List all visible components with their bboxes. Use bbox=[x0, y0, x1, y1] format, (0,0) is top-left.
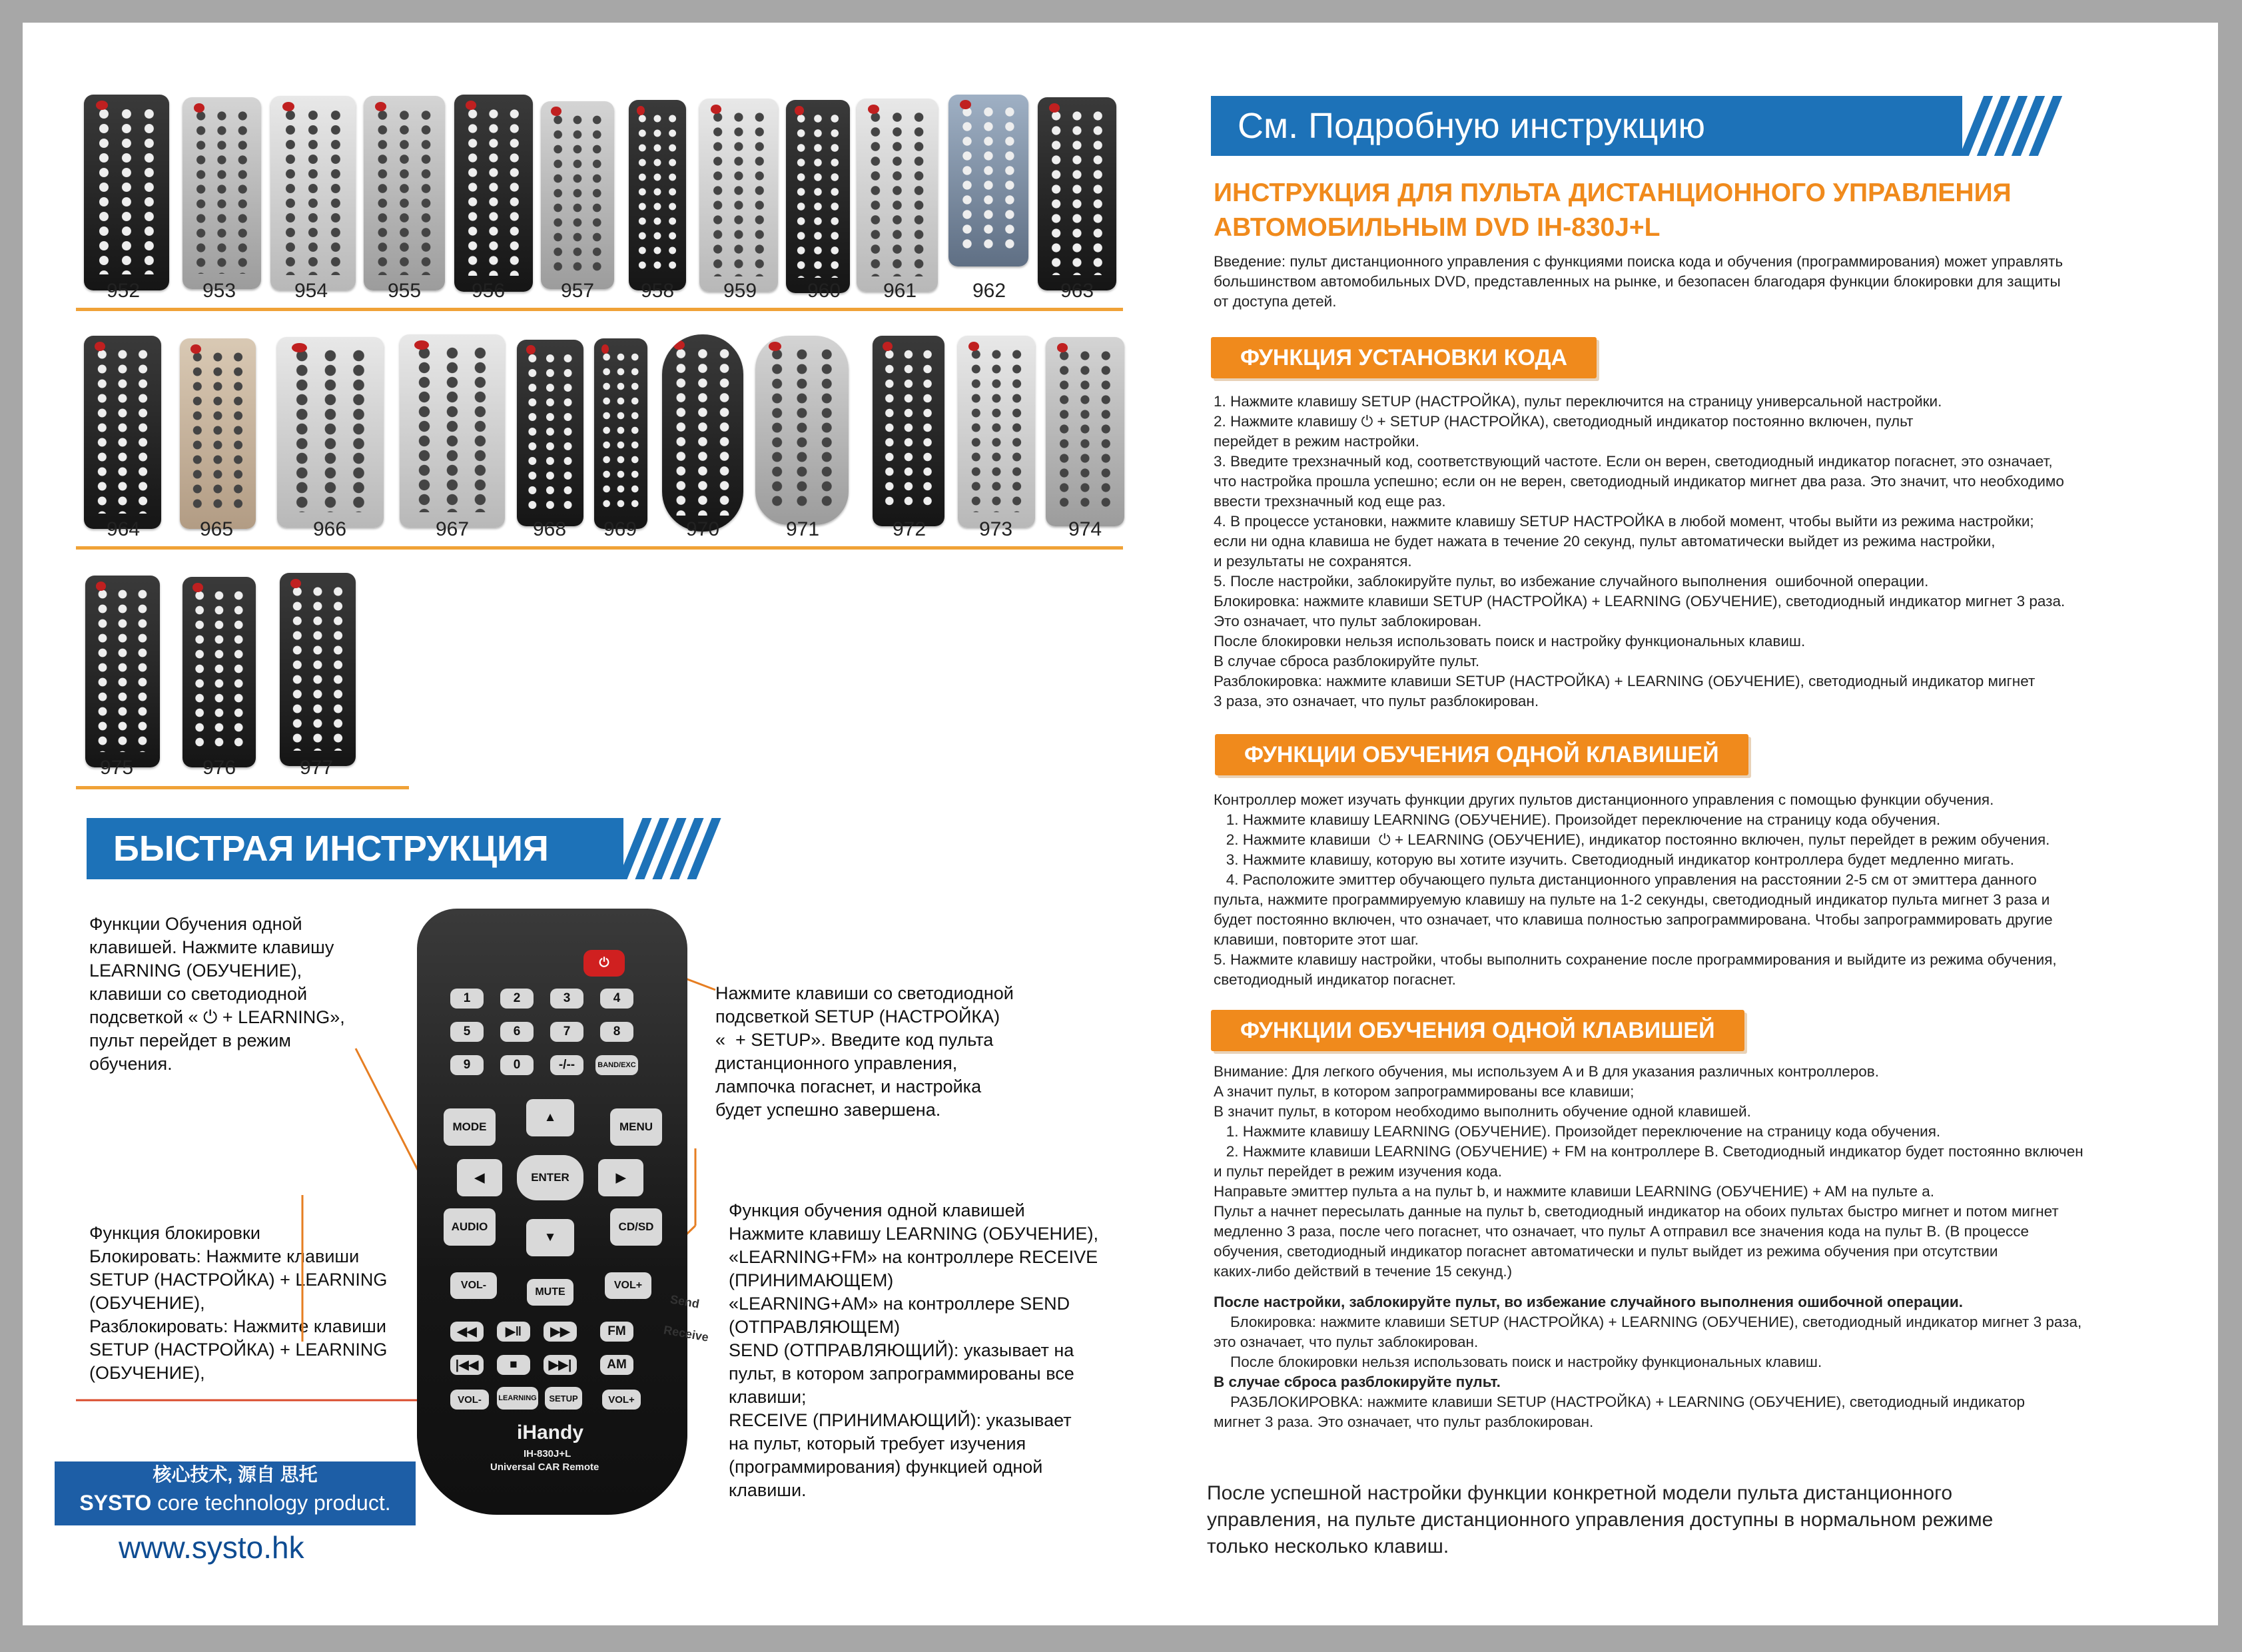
prev-icon[interactable]: |◀◀ bbox=[450, 1355, 484, 1375]
lock-warning: После настройки, заблокируйте пульт, во избежание случайного выполнения ошибочной операции. bbox=[1214, 1294, 1963, 1310]
key-audio[interactable]: AUDIO bbox=[444, 1208, 496, 1246]
remote-number: 952 bbox=[106, 280, 141, 302]
website-link[interactable]: www.systo.hk bbox=[119, 1530, 304, 1565]
lock-warning-text: Блокировка: нажмите клавиши SETUP (НАСТРОЙКА) + LEARNING (ОБУЧЕНИЕ), светодиодный индикатор мигнет 3 раза, это означает, что пульт заблокирован. После блокировки нельзя использовать поиск и настройку функциональных клавиш. bbox=[1214, 1314, 2082, 1370]
key-8[interactable]: 8 bbox=[600, 1022, 633, 1042]
key-menu[interactable]: MENU bbox=[610, 1108, 662, 1146]
remote-number: 975 bbox=[99, 757, 134, 779]
key-vol-down-2[interactable]: VOL- bbox=[450, 1390, 489, 1410]
remote-brand: iHandy bbox=[517, 1422, 584, 1444]
instruction-title bbox=[1214, 176, 2012, 245]
key-3[interactable]: 3 bbox=[550, 989, 583, 1009]
forward-icon[interactable]: ▶▶ bbox=[544, 1322, 577, 1342]
key-2[interactable]: 2 bbox=[500, 989, 534, 1009]
section-title: ФУНКЦИИ ОБУЧЕНИЯ ОДНОЙ КЛАВИШЕЙ bbox=[1244, 741, 1719, 767]
systo-tagline: core technology product. bbox=[151, 1491, 391, 1515]
unlock-warning-text: РАЗБЛОКИРОВКА: нажмите клавиши SETUP (НАСТРОЙКА) + LEARNING (ОБУЧЕНИЕ), светодиодный индикатор мигнет 3 раза. Это означает, что пульт разблокирован. bbox=[1214, 1394, 2025, 1430]
ab-learning-text: Внимание: Для легкого обучения, мы используем A и B для указания различных контроллеров. A значит пульт, в котором запрограммированы все клавиши; B значит пульт, в котором необходимо выполнить обучение одной клавишей. 1. Нажмите клавишу LEARNING (ОБУЧЕНИЕ). Произойдет переключение на страницу кода обучения. 2. Нажмите клавиши LEARNING (ОБУЧЕНИЕ) + FM на контроллере B. Светодиодный индикатор будет постоянно включен и пульт перейдет в режим изучения кода. Направьте эмиттер пульта a на пульт b, и нажмите клавиши LEARNING (ОБУЧЕНИЕ) + AM на пульте a. Пульт a начнет пересылать данные на пульт b, светодиодный индикатор на обоих пультах быстро мигнет и потом мигнет медленно 3 раза, после чего погаснет, что означает, что пульт A отправил все значения кода на пульт B. (В процессе обучения, светодиодный индикатор погаснет автоматически и пульт выйдет из режима обучения при отсутствии каких-либо действий в течение 15 секунд.) bbox=[1214, 1063, 2083, 1280]
setup-callout: Нажмите клавиши со светодиодной подсветкой SETUP (НАСТРОЙКА) « + SETUP». Введите код пульта дистанционного управления, лампочка погаснет, и настройка будет успешно завершена. bbox=[715, 983, 1014, 1120]
remote-number: 959 bbox=[723, 280, 757, 302]
key-6[interactable]: 6 bbox=[500, 1022, 534, 1042]
remote-number: 973 bbox=[978, 518, 1013, 540]
remote-number: 961 bbox=[883, 280, 917, 302]
remote-subtitle: Universal CAR Remote bbox=[490, 1461, 599, 1473]
section-title: ФУНКЦИЯ УСТАНОВКИ КОДА bbox=[1240, 344, 1568, 370]
final-note: После успешной настройки функции конкретной модели пульта дистанционного управления, на пульте дистанционного управления доступны в нормальном режиме только несколько клавиш. bbox=[1207, 1482, 1994, 1557]
remote-number: 974 bbox=[1068, 518, 1102, 540]
systo-name: SYSTO bbox=[79, 1491, 152, 1515]
systo-logo bbox=[55, 1461, 416, 1525]
banner-stripes bbox=[1972, 96, 2050, 156]
section-title: ФУНКЦИИ ОБУЧЕНИЯ ОДНОЙ КЛАВИШЕЙ bbox=[1240, 1017, 1715, 1043]
key-0[interactable]: 0 bbox=[500, 1055, 534, 1075]
up-arrow-icon[interactable]: ▲ bbox=[526, 1099, 574, 1136]
receive-label: Receive bbox=[662, 1323, 710, 1344]
key-mode[interactable]: MODE bbox=[444, 1108, 496, 1146]
next-icon[interactable]: ▶▶| bbox=[544, 1355, 577, 1375]
key-7[interactable]: 7 bbox=[550, 1022, 583, 1042]
remote-number: 976 bbox=[202, 757, 236, 779]
key-am[interactable]: AM bbox=[600, 1355, 633, 1375]
remote-number: 967 bbox=[435, 518, 470, 540]
lock-callout: Функция блокировки Блокировать: Нажмите клавиши SETUP (НАСТРОЙКА) + LEARNING (ОБУЧЕНИЕ), Разблокировать: Нажмите клавиши SETUP (НАСТРОЙКА) + LEARNING (ОБУЧЕНИЕ), bbox=[89, 1223, 388, 1383]
remote-number: 965 bbox=[199, 518, 234, 540]
key-setup[interactable]: SETUP bbox=[545, 1387, 582, 1410]
remote-number: 969 bbox=[603, 518, 637, 540]
right-arrow-icon[interactable]: ▶ bbox=[598, 1159, 643, 1196]
instruction-title-line-2: АВТОМОБИЛЬНЫМ DVD IH-830J+L bbox=[1214, 213, 1661, 242]
unlock-warning: В случае сброса разблокируйте пульт. bbox=[1214, 1374, 1501, 1390]
key-9[interactable]: 9 bbox=[450, 1055, 484, 1075]
remote-number: 957 bbox=[560, 280, 595, 302]
remote-number: 955 bbox=[387, 280, 422, 302]
remote-number: 971 bbox=[785, 518, 820, 540]
single-key-learning-text: Контроллер может изучать функции других пультов дистанционного управления с помощью функции обучения. 1. Нажмите клавишу LEARNING (ОБУЧЕНИЕ). Произойдет переключение на страницу кода обучения. 2. Нажмите клавиши ⏻ + LEARNING (ОБУЧЕНИЕ), индикатор постоянно включен, пульт перейдет в режим обучения. 3. Нажмите клавишу, которую вы хотите изучить. Светодиодный индикатор контроллера будет медленно мигать. 4. Расположите эмиттер обучающего пульта дистанционного управления на расстоянии 2-5 см от эмиттера данного пульта, нажмите программируемую клавишу на пульте на 1-2 секунды, светодиодный индикатор пульта мигнет 3 раза и будет постоянно включен, что означает, что клавиша полностью запрограммирована. Чтобы запрограммировать другие клавиши, повторите этот шаг. 5. Нажмите клавишу настройки, чтобы выполнить сохранение после программирования и выйдите из режима обучения, светодиодный индикатор погаснет. bbox=[1214, 791, 2057, 988]
key-1[interactable]: 1 bbox=[450, 989, 484, 1009]
key-vol-up[interactable]: VOL+ bbox=[605, 1272, 651, 1299]
systo-chinese: 核心技术, 源自 思托 bbox=[153, 1464, 318, 1485]
key-vol-up-2[interactable]: VOL+ bbox=[602, 1390, 641, 1410]
key-vol-down[interactable]: VOL- bbox=[450, 1272, 497, 1299]
instruction-title-line-1: ИНСТРУКЦИЯ ДЛЯ ПУЛЬТА ДИСТАНЦИОННОГО УПРАВЛЕНИЯ bbox=[1214, 179, 2012, 207]
code-setup-text: 1. Нажмите клавишу SETUP (НАСТРОЙКА), пульт переключится на страницу универсальной настройки. 2. Нажмите клавишу ⏻ + SETUP (НАСТРОЙКА), светодиодный индикатор постоянно включен, пульт перейдет в режим настройки. 3. Введите трехзначный код, соответствующий частоте. Если он верен, светодиодный индикатор погаснет, это означает, что настройка прошла успешно; если он не верен, светодиодный индикатор мигнет два раза. Это значит, что необходимо ввести трехзначный код еще раз. 4. В процессе установки, нажмите клавишу SETUP НАСТРОЙКА в любой момент, чтобы выйти из режима настройки; если ни одна клавиша не будет нажата в течение 20 секунд, пульт автоматически выйдет из режима настройки, и результаты не сохранятся. 5. После настройки, заблокируйте пульт, во избежание случайного выполнения ошибочной операции. Блокировка: нажмите клавиши SETUP (НАСТРОЙКА) + LEARNING (ОБУЧЕНИЕ), светодиодный индикатор мигнет 3 раза. Это означает, что пульт заблокирован. После блокировки нельзя использовать поиск и настройку функциональных клавиш. В случае сброса разблокируйте пульт. Разблокировка: нажмите клавиши SETUP (НАСТРОЙКА) + LEARNING (ОБУЧЕНИЕ), светодиодный индикатор мигнет 3 раза, это означает, что пульт разблокирован. bbox=[1214, 393, 2065, 709]
key-fm[interactable]: FM bbox=[600, 1322, 633, 1342]
remote-number: 964 bbox=[106, 518, 141, 540]
remote-number: 956 bbox=[471, 280, 506, 302]
key-5[interactable]: 5 bbox=[450, 1022, 484, 1042]
left-arrow-icon[interactable]: ◀ bbox=[457, 1159, 502, 1196]
key-digits[interactable]: -/-- bbox=[550, 1055, 583, 1075]
rewind-icon[interactable]: ◀◀ bbox=[450, 1322, 484, 1342]
quick-instruction-title: БЫСТРАЯ ИНСТРУКЦИЯ bbox=[113, 829, 549, 869]
send-receive-callout: Функция обучения одной клавишей Нажмите клавишу LEARNING (ОБУЧЕНИЕ), «LEARNING+FM» на контроллере RECEIVE (ПРИНИМАЮЩЕМ) «LEARNING+AM» на контроллере SEND (ОТПРАВЛЯЮЩЕМ) SEND (ОТПРАВЛЯЮЩИЙ): указывает на пульт, в котором запрограммированы все клавиши; RECEIVE (ПРИНИМАЮЩИЙ): указывает на пульт, который требует изучения (программирования) функцией одной клавиши. bbox=[729, 1200, 1098, 1500]
remote-number: 962 bbox=[972, 280, 1006, 302]
section-code-setup bbox=[1211, 337, 1597, 378]
detailed-instruction-title: См. Подробную инструкцию bbox=[1238, 106, 1705, 146]
remote-number: 958 bbox=[640, 280, 675, 302]
intro-text: Введение: пульт дистанционного управления с функциями поиска кода и обучения (программирования) может управлять большинством автомобильных DVD, представленных на рынке, и безопасен благодаря функции блокировки для защиты от доступа детей. bbox=[1214, 253, 2063, 310]
learning-callout: Функции Обучения одной клавишей. Нажмите клавишу LEARNING (ОБУЧЕНИЕ), клавиши со светодиодной подсветкой « ⏻ + LEARNING», пульт перейдет в режим обучения. bbox=[89, 914, 345, 1074]
key-cdsd[interactable]: CD/SD bbox=[610, 1208, 662, 1246]
remote-model: IH-830J+L bbox=[524, 1448, 571, 1459]
play-pause-icon[interactable]: ▶‖ bbox=[497, 1322, 530, 1342]
send-label: Send bbox=[669, 1292, 701, 1311]
key-band[interactable]: BAND/EXC bbox=[595, 1055, 638, 1075]
remote-number: 970 bbox=[685, 518, 720, 540]
remote-number: 960 bbox=[807, 280, 841, 302]
remote-number: 963 bbox=[1060, 280, 1094, 302]
key-mute[interactable]: MUTE bbox=[527, 1279, 573, 1306]
key-enter[interactable]: ENTER bbox=[517, 1155, 583, 1200]
down-arrow-icon[interactable]: ▼ bbox=[526, 1219, 574, 1256]
remote-number: 977 bbox=[299, 757, 334, 779]
remote-number: 953 bbox=[202, 280, 236, 302]
key-learning[interactable]: LEARNING bbox=[497, 1387, 538, 1410]
sheet bbox=[23, 23, 2218, 1625]
section-single-key-learning-ab bbox=[1211, 1010, 1744, 1051]
detailed-instruction-banner bbox=[1211, 96, 1962, 156]
power-button[interactable]: ⏻ bbox=[583, 950, 625, 977]
remote-number: 968 bbox=[532, 518, 567, 540]
remote-number: 966 bbox=[312, 518, 347, 540]
remote-number: 954 bbox=[294, 280, 328, 302]
key-4[interactable]: 4 bbox=[600, 989, 633, 1009]
ihandy-remote bbox=[417, 909, 687, 1515]
stop-icon[interactable]: ■ bbox=[497, 1355, 530, 1375]
section-single-key-learning bbox=[1215, 734, 1748, 775]
remote-number: 972 bbox=[892, 518, 927, 540]
